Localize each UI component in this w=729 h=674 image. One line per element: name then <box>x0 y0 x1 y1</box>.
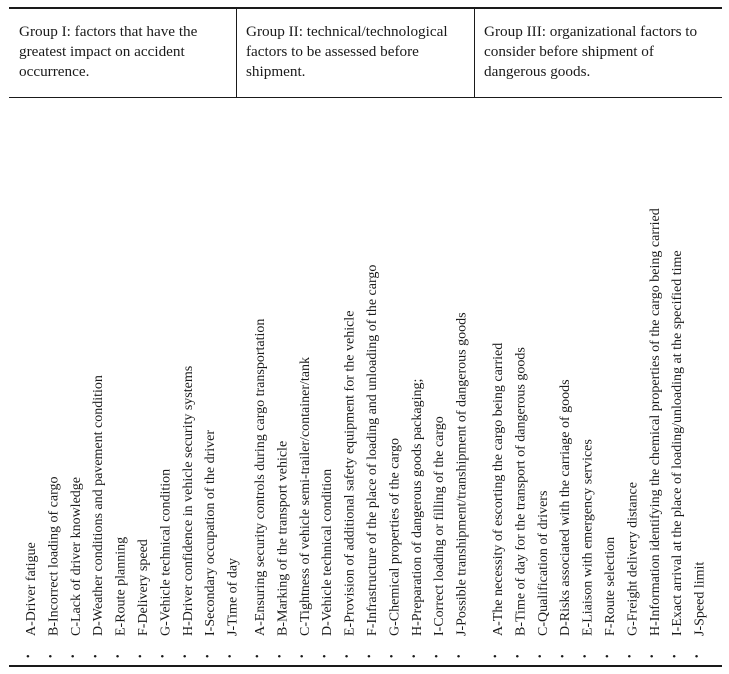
group-2-header: Group II: technical/technological factors to be assessed before shipment. <box>246 23 448 80</box>
bullet-icon: • <box>115 651 120 663</box>
group-3-factor: G-Freight delivery distance <box>625 482 641 636</box>
group-2-factor: E-Provision of additional safety equipment for the vehicle <box>342 310 358 636</box>
bullet-icon: • <box>649 651 654 663</box>
group-1-factor: D-Weather conditions and pavement condition <box>91 375 107 636</box>
bullet-icon: • <box>344 651 349 663</box>
bullet-icon: • <box>70 651 75 663</box>
group-3-factor: I-Exact arrival at the place of loading/unloading at the specified time <box>670 250 686 636</box>
factors-table <box>9 0 722 674</box>
bullet-icon: • <box>493 651 497 663</box>
group-1-factor: G-Vehicle technical condition <box>158 468 174 636</box>
bullet-icon: • <box>48 651 53 663</box>
group-1-factor: E-Route planning <box>113 536 129 636</box>
table-bottom-rule <box>9 665 722 667</box>
bullet-icon: • <box>367 651 371 663</box>
group-3-factor: C-Qualification of drivers <box>535 490 551 636</box>
group-3-factor: J-Speed limit <box>692 561 708 636</box>
bullet-icon: • <box>694 651 699 663</box>
group-3-header: Group III: organizational factors to consider before shipment of dangerous goods. <box>484 23 698 80</box>
bullet-icon: • <box>605 651 609 663</box>
group-2-factor: I-Correct loading or filling of the cargo <box>432 416 448 636</box>
group-1-factor: H-Driver confidence in vehicle security systems <box>180 365 196 636</box>
group-1-factor: A-Driver fatigue <box>24 542 39 636</box>
bullet-icon: • <box>389 651 394 663</box>
bullet-icon: • <box>160 651 165 663</box>
group-2-factor: G-Chemical properties of the cargo <box>387 437 403 636</box>
bullet-icon: • <box>227 651 232 663</box>
bullet-icon: • <box>93 651 98 663</box>
group-1-factor: J-Time of day <box>225 557 241 636</box>
group-3-factor: D-Risks associated with the carriage of goods <box>558 379 574 636</box>
bullet-icon: • <box>205 651 210 663</box>
group-2-factor: B-Marking of the transport vehicle <box>275 440 291 636</box>
group-2-factor: H-Preparation of dangerous goods packaging; <box>409 378 425 636</box>
column-divider-2 <box>474 9 475 97</box>
group-2-factor: D-Vehicle technical condition <box>320 468 336 636</box>
bullet-icon: • <box>182 651 187 663</box>
bullet-icon: • <box>627 651 632 663</box>
bullet-icon: • <box>411 651 416 663</box>
group-2-factor: F-Infrastructure of the place of loading and unloading of the cargo <box>365 264 380 636</box>
bullet-icon: • <box>560 651 565 663</box>
bullet-icon: • <box>434 651 439 663</box>
bullet-icon: • <box>138 651 142 663</box>
table-header-rule <box>9 97 722 98</box>
bullet-icon: • <box>255 651 259 663</box>
group-3-factor: E-Liaison with emergency services <box>580 439 596 636</box>
table-top-rule <box>9 7 722 9</box>
bullet-icon: • <box>582 651 587 663</box>
group-1-factor: C-Lack of driver knowledge <box>68 477 84 636</box>
group-2-factor: A-Ensuring security controls during cargo transportation <box>253 318 268 636</box>
column-divider-1 <box>236 9 237 97</box>
bullet-icon: • <box>277 651 282 663</box>
bullet-icon: • <box>456 651 461 663</box>
group-1-factor: I-Secondary occupation of the driver <box>203 429 219 636</box>
group-2-factor: J-Possible transhipment/transhipment of dangerous goods <box>454 312 470 636</box>
bullet-icon: • <box>299 651 304 663</box>
group-1-factor: B-Incorrect loading of cargo <box>46 476 62 636</box>
group-1-factor: F-Delivery speed <box>136 539 151 636</box>
group-1-header: Group I: factors that have the greatest impact on accident occurrence. <box>19 23 198 80</box>
group-2-factor: C-Tightness of vehicle semi-trailer/container/tank <box>297 356 313 636</box>
group-3-factor: F-Route selection <box>603 536 618 636</box>
bullet-icon: • <box>26 651 30 663</box>
group-3-factor: A-The necessity of escorting the cargo being carried <box>491 342 506 636</box>
bullet-icon: • <box>537 651 542 663</box>
bullet-icon: • <box>672 651 677 663</box>
group-3-factor: H-Information identifying the chemical properties of the cargo being carried <box>647 208 663 636</box>
group-3-factor: B-Time of day for the transport of dangerous goods <box>513 347 529 636</box>
bullet-icon: • <box>322 651 327 663</box>
bullet-icon: • <box>515 651 520 663</box>
